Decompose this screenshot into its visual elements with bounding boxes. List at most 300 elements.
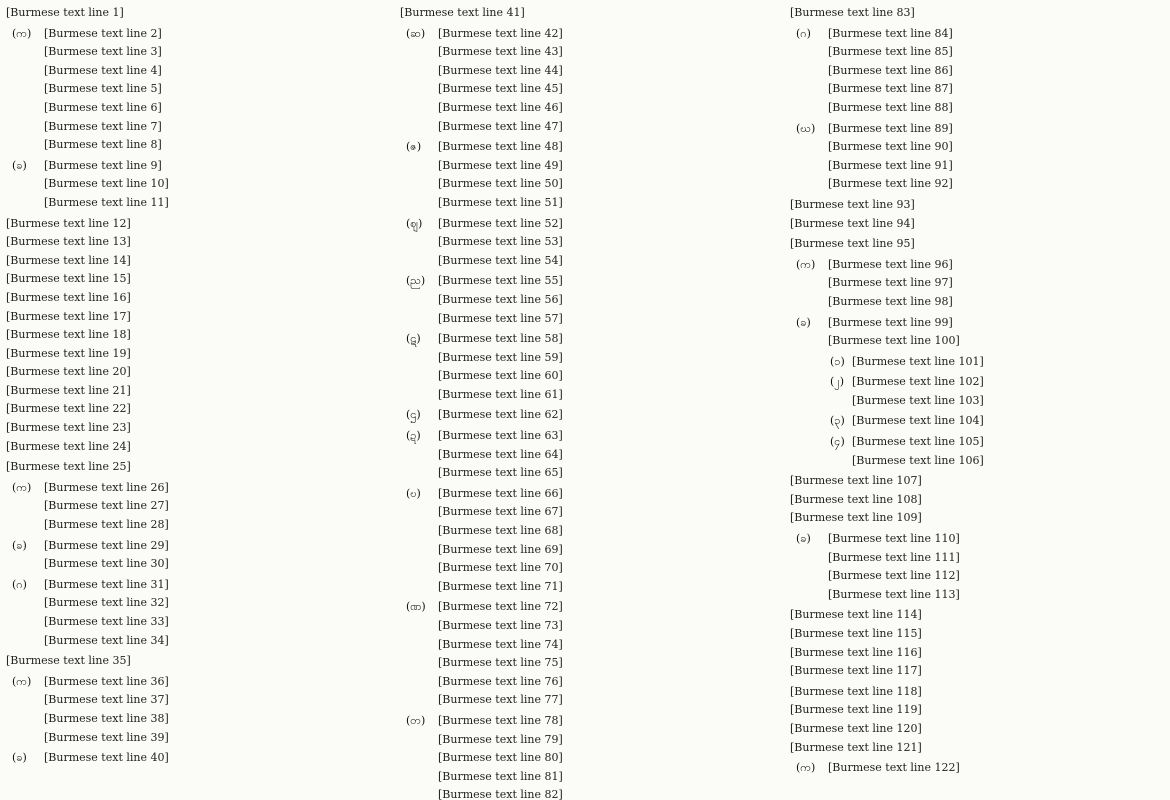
text-line — [790, 25, 1170, 44]
text-line — [790, 662, 1170, 681]
paragraph — [6, 4, 396, 23]
text-line — [6, 479, 396, 498]
line-text: [Burmese text line 25] — [6, 460, 131, 474]
text-line — [400, 215, 786, 234]
text-line — [790, 567, 1170, 586]
text-line — [790, 196, 1170, 215]
text-line — [6, 194, 396, 213]
paragraph — [6, 458, 396, 477]
paragraph — [6, 652, 396, 671]
line-text: [Burmese text line 35] — [6, 654, 131, 668]
line-text: [Burmese text line 116] — [790, 645, 922, 659]
paragraph — [6, 215, 396, 457]
text-line — [6, 252, 396, 271]
line-text: [Burmese text line 44] — [438, 63, 563, 77]
text-line — [400, 233, 786, 252]
text-line — [6, 270, 396, 289]
line-text: [Burmese text line 75] — [438, 656, 563, 670]
line-text: [Burmese text line 91] — [828, 158, 953, 172]
text-line — [790, 138, 1170, 157]
list-item — [790, 25, 1170, 118]
text-line — [790, 120, 1170, 139]
text-line — [400, 464, 786, 483]
list-marker: (၃) — [830, 414, 845, 428]
text-line — [790, 157, 1170, 176]
text-line — [6, 25, 396, 44]
text-line — [790, 392, 1170, 411]
text-line — [6, 62, 396, 81]
line-text: [Burmese text line 113] — [828, 587, 960, 601]
text-line — [790, 701, 1170, 720]
line-text: [Burmese text line 112] — [828, 569, 960, 583]
text-column-3 — [790, 4, 1170, 800]
line-text: [Burmese text line 67] — [438, 505, 563, 519]
line-text: [Burmese text line 22] — [6, 402, 131, 416]
text-line — [400, 654, 786, 673]
line-text: [Burmese text line 88] — [828, 100, 953, 114]
list-marker: (ခ) — [12, 538, 27, 552]
line-text: [Burmese text line 106] — [852, 453, 984, 467]
text-line — [400, 367, 786, 386]
line-text: [Burmese text line 50] — [438, 177, 563, 191]
text-line — [6, 308, 396, 327]
text-line — [400, 99, 786, 118]
text-line — [400, 43, 786, 62]
list-item — [6, 25, 396, 155]
line-text: [Burmese text line 109] — [790, 511, 922, 525]
text-line — [790, 683, 1170, 702]
line-text: [Burmese text line 80] — [438, 751, 563, 765]
list-item — [400, 138, 786, 212]
line-text: [Burmese text line 58] — [438, 332, 563, 346]
line-text: [Burmese text line 73] — [438, 619, 563, 632]
line-text: [Burmese text line 79] — [438, 732, 563, 746]
line-text: [Burmese text line 45] — [438, 82, 563, 96]
text-line — [6, 710, 396, 729]
line-text: [Burmese text line 107] — [790, 474, 922, 488]
line-text: [Burmese text line 3] — [44, 45, 162, 59]
text-line — [400, 768, 786, 787]
text-line — [400, 731, 786, 750]
text-column-1 — [6, 4, 396, 800]
line-text: [Burmese text line 98] — [828, 294, 953, 308]
line-text: [Burmese text line 69] — [438, 542, 563, 556]
line-text: [Burmese text line 33] — [44, 615, 169, 628]
text-line — [6, 632, 396, 651]
text-line — [400, 406, 786, 425]
line-text: [Burmese text line 104] — [852, 414, 984, 428]
list-marker: (၂) — [830, 375, 844, 389]
text-column-2 — [400, 4, 786, 800]
list-item — [400, 406, 786, 425]
line-text: [Burmese text line 48] — [438, 140, 563, 154]
line-text: [Burmese text line 51] — [438, 195, 563, 209]
line-text: [Burmese text line 40] — [44, 751, 169, 765]
text-line — [6, 400, 396, 419]
text-line — [790, 412, 1170, 431]
list-marker: (ခ) — [12, 158, 27, 172]
line-text: [Burmese text line 122] — [828, 761, 960, 775]
text-line — [6, 419, 396, 438]
line-text: [Burmese text line 86] — [828, 63, 953, 77]
text-line — [400, 138, 786, 157]
line-text: [Burmese text line 62] — [438, 408, 563, 422]
line-text: [Burmese text line 14] — [6, 253, 131, 267]
line-text: [Burmese text line 120] — [790, 721, 922, 735]
list-item — [6, 749, 396, 768]
text-line — [790, 99, 1170, 118]
paragraph — [790, 235, 1170, 254]
line-text: [Burmese text line 53] — [438, 235, 563, 249]
text-line — [790, 452, 1170, 471]
text-line — [790, 606, 1170, 625]
list-marker: (တ) — [406, 713, 426, 727]
line-text: [Burmese text line 99] — [828, 315, 953, 329]
list-item — [790, 530, 1170, 604]
line-text: [Burmese text line 24] — [6, 439, 131, 453]
line-text: [Burmese text line 19] — [6, 346, 131, 360]
line-text: [Burmese text line 27] — [44, 499, 169, 513]
list-marker: (က) — [796, 257, 816, 271]
text-line — [400, 503, 786, 522]
text-line — [790, 549, 1170, 568]
text-line — [6, 345, 396, 364]
text-line — [400, 446, 786, 465]
line-text: [Burmese text line 97] — [828, 276, 953, 290]
text-line — [6, 497, 396, 516]
list-item — [790, 759, 1170, 778]
text-line — [400, 712, 786, 731]
text-line — [790, 80, 1170, 99]
list-marker: (ဂ) — [796, 26, 811, 40]
line-text: [Burmese text line 36] — [44, 674, 169, 688]
line-text: [Burmese text line 60] — [438, 369, 563, 383]
list-marker: (က) — [12, 674, 32, 688]
list-marker: (ဎ) — [406, 486, 421, 500]
text-line — [790, 314, 1170, 333]
text-line — [6, 363, 396, 382]
text-line — [6, 749, 396, 768]
text-line — [400, 691, 786, 710]
line-text: [Burmese text line 57] — [438, 311, 563, 325]
list-marker: (ဏ) — [406, 600, 426, 614]
list-item — [400, 712, 786, 800]
text-line — [6, 80, 396, 99]
line-text: [Burmese text line 4] — [44, 63, 162, 77]
paragraph — [790, 472, 1170, 528]
text-line — [400, 541, 786, 560]
line-text: [Burmese text line 63] — [438, 429, 563, 443]
text-line — [400, 157, 786, 176]
line-text: [Burmese text line 21] — [6, 383, 131, 397]
line-text: [Burmese text line 5] — [44, 82, 162, 96]
list-item — [400, 215, 786, 271]
line-text: [Burmese text line 68] — [438, 524, 563, 538]
line-text: [Burmese text line 18] — [6, 328, 131, 342]
paragraph — [400, 4, 786, 23]
list-marker: (၁) — [830, 354, 845, 368]
list-marker: (က) — [12, 480, 32, 494]
text-line — [400, 252, 786, 271]
line-text: [Burmese text line 66] — [438, 486, 563, 500]
text-line — [790, 353, 1170, 372]
text-line — [6, 594, 396, 613]
line-text: [Burmese text line 96] — [828, 257, 953, 271]
line-text: [Burmese text line 74] — [438, 637, 563, 651]
line-text: [Burmese text line 83] — [790, 6, 915, 19]
text-line — [6, 157, 396, 176]
line-text: [Burmese text line 64] — [438, 447, 563, 461]
text-line — [400, 25, 786, 44]
sub-list-item — [790, 412, 1170, 431]
list-item — [6, 479, 396, 535]
list-marker: (ည) — [406, 274, 426, 288]
text-line — [400, 118, 786, 137]
text-line — [400, 522, 786, 541]
paragraph — [790, 606, 1170, 680]
text-line — [6, 691, 396, 710]
list-item — [790, 256, 1170, 312]
text-line — [6, 99, 396, 118]
list-marker: (က) — [796, 761, 816, 775]
text-line — [790, 274, 1170, 293]
line-text: [Burmese text line 121] — [790, 740, 922, 754]
text-line — [790, 293, 1170, 312]
text-line — [400, 485, 786, 504]
line-text: [Burmese text line 41] — [400, 6, 525, 19]
line-text: [Burmese text line 102] — [852, 375, 984, 389]
line-text: [Burmese text line 89] — [828, 121, 953, 135]
line-text: [Burmese text line 78] — [438, 713, 563, 727]
line-text: [Burmese text line 81] — [438, 769, 563, 783]
line-text: [Burmese text line 30] — [44, 557, 169, 571]
line-text: [Burmese text line 87] — [828, 82, 953, 96]
line-text: [Burmese text line 55] — [438, 274, 563, 288]
text-line — [400, 617, 786, 636]
text-line — [6, 537, 396, 556]
text-line — [6, 652, 396, 671]
line-text: [Burmese text line 101] — [852, 354, 984, 368]
line-text: [Burmese text line 119] — [790, 703, 922, 717]
list-marker: (ဆ) — [406, 26, 426, 40]
text-line — [400, 4, 786, 23]
text-line — [400, 427, 786, 446]
text-line — [400, 272, 786, 291]
text-line — [790, 644, 1170, 663]
sub-list-item — [790, 433, 1170, 470]
text-line — [6, 326, 396, 345]
text-line — [790, 215, 1170, 234]
text-line — [790, 530, 1170, 549]
list-item — [400, 25, 786, 137]
text-line — [400, 636, 786, 655]
text-line — [400, 386, 786, 405]
line-text: [Burmese text line 10] — [44, 177, 169, 191]
line-text: [Burmese text line 111] — [828, 550, 960, 564]
list-item — [400, 427, 786, 483]
line-text: [Burmese text line 39] — [44, 730, 169, 744]
line-text: [Burmese text line 9] — [44, 158, 162, 172]
line-text: [Burmese text line 82] — [438, 788, 563, 800]
list-marker: (ခ) — [796, 532, 811, 546]
text-line — [6, 555, 396, 574]
text-line — [790, 4, 1170, 23]
line-text: [Burmese text line 26] — [44, 480, 169, 494]
text-line — [6, 576, 396, 595]
list-item — [790, 314, 1170, 351]
line-text: [Burmese text line 61] — [438, 387, 563, 401]
text-line — [6, 136, 396, 155]
text-line — [400, 291, 786, 310]
line-text: [Burmese text line 8] — [44, 138, 162, 152]
line-text: [Burmese text line 52] — [438, 216, 563, 230]
line-text: [Burmese text line 31] — [44, 577, 169, 591]
list-marker: (ဇ) — [406, 140, 422, 154]
list-item — [6, 576, 396, 650]
line-text: [Burmese text line 70] — [438, 561, 563, 575]
text-line — [400, 673, 786, 692]
text-line — [790, 759, 1170, 778]
line-text: [Burmese text line 16] — [6, 290, 131, 304]
list-marker: (ဌ) — [406, 408, 421, 422]
line-text: [Burmese text line 92] — [828, 177, 953, 191]
text-line — [6, 382, 396, 401]
list-item — [790, 120, 1170, 194]
list-marker: (၄) — [830, 435, 845, 449]
line-text: [Burmese text line 100] — [828, 334, 960, 348]
list-item — [400, 485, 786, 597]
line-text: [Burmese text line 94] — [790, 216, 915, 230]
text-line — [6, 233, 396, 252]
list-marker: (ခ) — [12, 751, 27, 765]
line-text: [Burmese text line 71] — [438, 579, 563, 593]
line-text: [Burmese text line 46] — [438, 100, 563, 114]
text-line — [790, 433, 1170, 452]
line-text: [Burmese text line 93] — [790, 197, 915, 211]
list-marker: (ခ) — [796, 315, 811, 329]
text-line — [6, 673, 396, 692]
line-text: [Burmese text line 20] — [6, 365, 131, 379]
line-text: [Burmese text line 90] — [828, 140, 953, 154]
line-text: [Burmese text line 76] — [438, 674, 563, 688]
text-line — [400, 578, 786, 597]
line-text: [Burmese text line 103] — [852, 393, 984, 407]
line-text: [Burmese text line 34] — [44, 633, 169, 647]
line-text: [Burmese text line 1] — [6, 6, 124, 19]
text-line — [790, 625, 1170, 644]
text-line — [400, 175, 786, 194]
line-text: [Burmese text line 65] — [438, 466, 563, 480]
line-text: [Burmese text line 49] — [438, 158, 563, 172]
text-line — [6, 289, 396, 308]
list-marker: (ဋ) — [406, 332, 421, 346]
list-marker: (ဃ) — [796, 121, 816, 135]
line-text: [Burmese text line 13] — [6, 235, 131, 249]
list-item — [6, 157, 396, 213]
text-line — [6, 729, 396, 748]
line-text: [Burmese text line 56] — [438, 292, 563, 306]
line-text: [Burmese text line 17] — [6, 309, 131, 323]
line-text: [Burmese text line 42] — [438, 26, 563, 40]
line-text: [Burmese text line 32] — [44, 596, 169, 610]
line-text: [Burmese text line 115] — [790, 627, 922, 640]
line-text: [Burmese text line 12] — [6, 216, 131, 230]
text-line — [790, 509, 1170, 528]
text-line — [790, 256, 1170, 275]
line-text: [Burmese text line 38] — [44, 711, 169, 725]
line-text: [Burmese text line 117] — [790, 664, 922, 678]
line-text: [Burmese text line 29] — [44, 538, 169, 552]
text-line — [790, 472, 1170, 491]
paragraph — [790, 683, 1170, 757]
line-text: [Burmese text line 54] — [438, 253, 563, 267]
text-line — [790, 43, 1170, 62]
line-text: [Burmese text line 110] — [828, 532, 960, 546]
list-item — [400, 598, 786, 710]
text-line — [790, 720, 1170, 739]
text-line — [790, 175, 1170, 194]
line-text: [Burmese text line 85] — [828, 45, 953, 59]
text-line — [400, 786, 786, 800]
line-text: [Burmese text line 6] — [44, 100, 162, 114]
line-text: [Burmese text line 118] — [790, 684, 922, 698]
text-line — [400, 194, 786, 213]
text-line — [400, 310, 786, 329]
line-text: [Burmese text line 43] — [438, 45, 563, 59]
text-line — [400, 62, 786, 81]
text-line — [400, 349, 786, 368]
list-item — [400, 272, 786, 328]
text-line — [6, 215, 396, 234]
line-text: [Burmese text line 72] — [438, 600, 563, 614]
line-text: [Burmese text line 108] — [790, 492, 922, 506]
line-text: [Burmese text line 2] — [44, 26, 162, 40]
line-text: [Burmese text line 114] — [790, 608, 922, 622]
paragraph — [790, 196, 1170, 233]
text-line — [790, 586, 1170, 605]
text-line — [6, 43, 396, 62]
line-text: [Burmese text line 23] — [6, 421, 131, 435]
text-line — [790, 235, 1170, 254]
text-line — [6, 118, 396, 137]
list-marker: (ဂ) — [12, 577, 27, 591]
sub-list-item — [790, 353, 1170, 372]
text-line — [790, 62, 1170, 81]
list-item — [400, 330, 786, 404]
text-line — [6, 516, 396, 535]
list-marker: (က) — [12, 26, 32, 40]
text-line — [6, 4, 396, 23]
text-line — [6, 613, 396, 632]
line-text: [Burmese text line 37] — [44, 693, 169, 707]
line-text: [Burmese text line 84] — [828, 26, 953, 40]
line-text: [Burmese text line 77] — [438, 693, 563, 707]
list-item — [6, 673, 396, 747]
line-text: [Burmese text line 95] — [790, 237, 915, 251]
list-item — [6, 537, 396, 574]
text-line — [400, 330, 786, 349]
list-marker: (ဈ) — [406, 216, 423, 230]
line-text: [Burmese text line 11] — [44, 195, 169, 209]
sub-list-item — [790, 373, 1170, 410]
line-text: [Burmese text line 7] — [44, 119, 162, 133]
text-line — [400, 598, 786, 617]
text-line — [790, 332, 1170, 351]
text-line — [790, 491, 1170, 510]
line-text: [Burmese text line 105] — [852, 435, 984, 449]
line-text: [Burmese text line 15] — [6, 272, 131, 286]
text-line — [400, 80, 786, 99]
